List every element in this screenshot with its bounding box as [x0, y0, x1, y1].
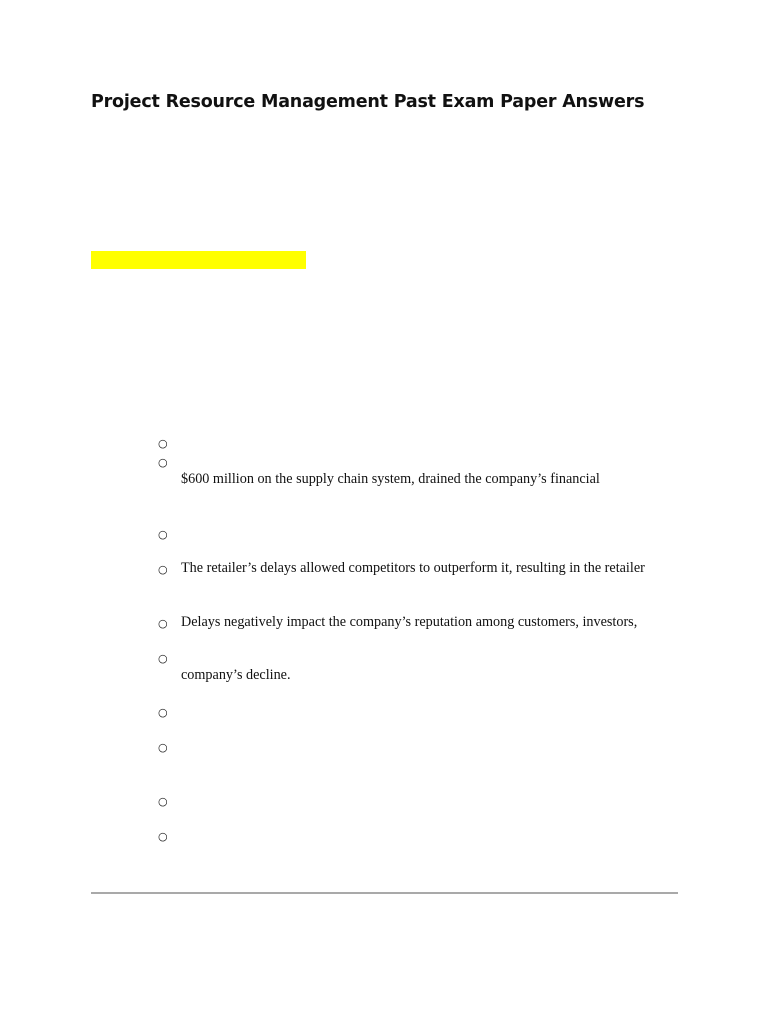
bullet-marker: ○	[158, 617, 168, 630]
list-item-text: company’s decline.	[181, 667, 291, 683]
highlighted-text-block	[91, 251, 306, 269]
document-title: Project Resource Management Past Exam Paper Answers	[91, 92, 645, 112]
bullet-marker: ○	[158, 706, 168, 719]
list-item-text: The retailer’s delays allowed competitors to outperform it, resulting in the retailer	[181, 560, 645, 576]
section-divider	[91, 892, 678, 894]
bullet-marker: ○	[158, 795, 168, 808]
bullet-marker: ○	[158, 456, 168, 469]
list-item-text: $600 million on the supply chain system, drained the company’s financial	[181, 471, 600, 487]
bullet-marker: ○	[158, 437, 168, 450]
bullet-marker: ○	[158, 563, 168, 576]
bullet-marker: ○	[158, 528, 168, 541]
bullet-marker: ○	[158, 652, 168, 665]
list-item-text: Delays negatively impact the company’s reputation among customers, investors,	[181, 614, 638, 630]
bullet-marker: ○	[158, 741, 168, 754]
bullet-marker: ○	[158, 830, 168, 843]
